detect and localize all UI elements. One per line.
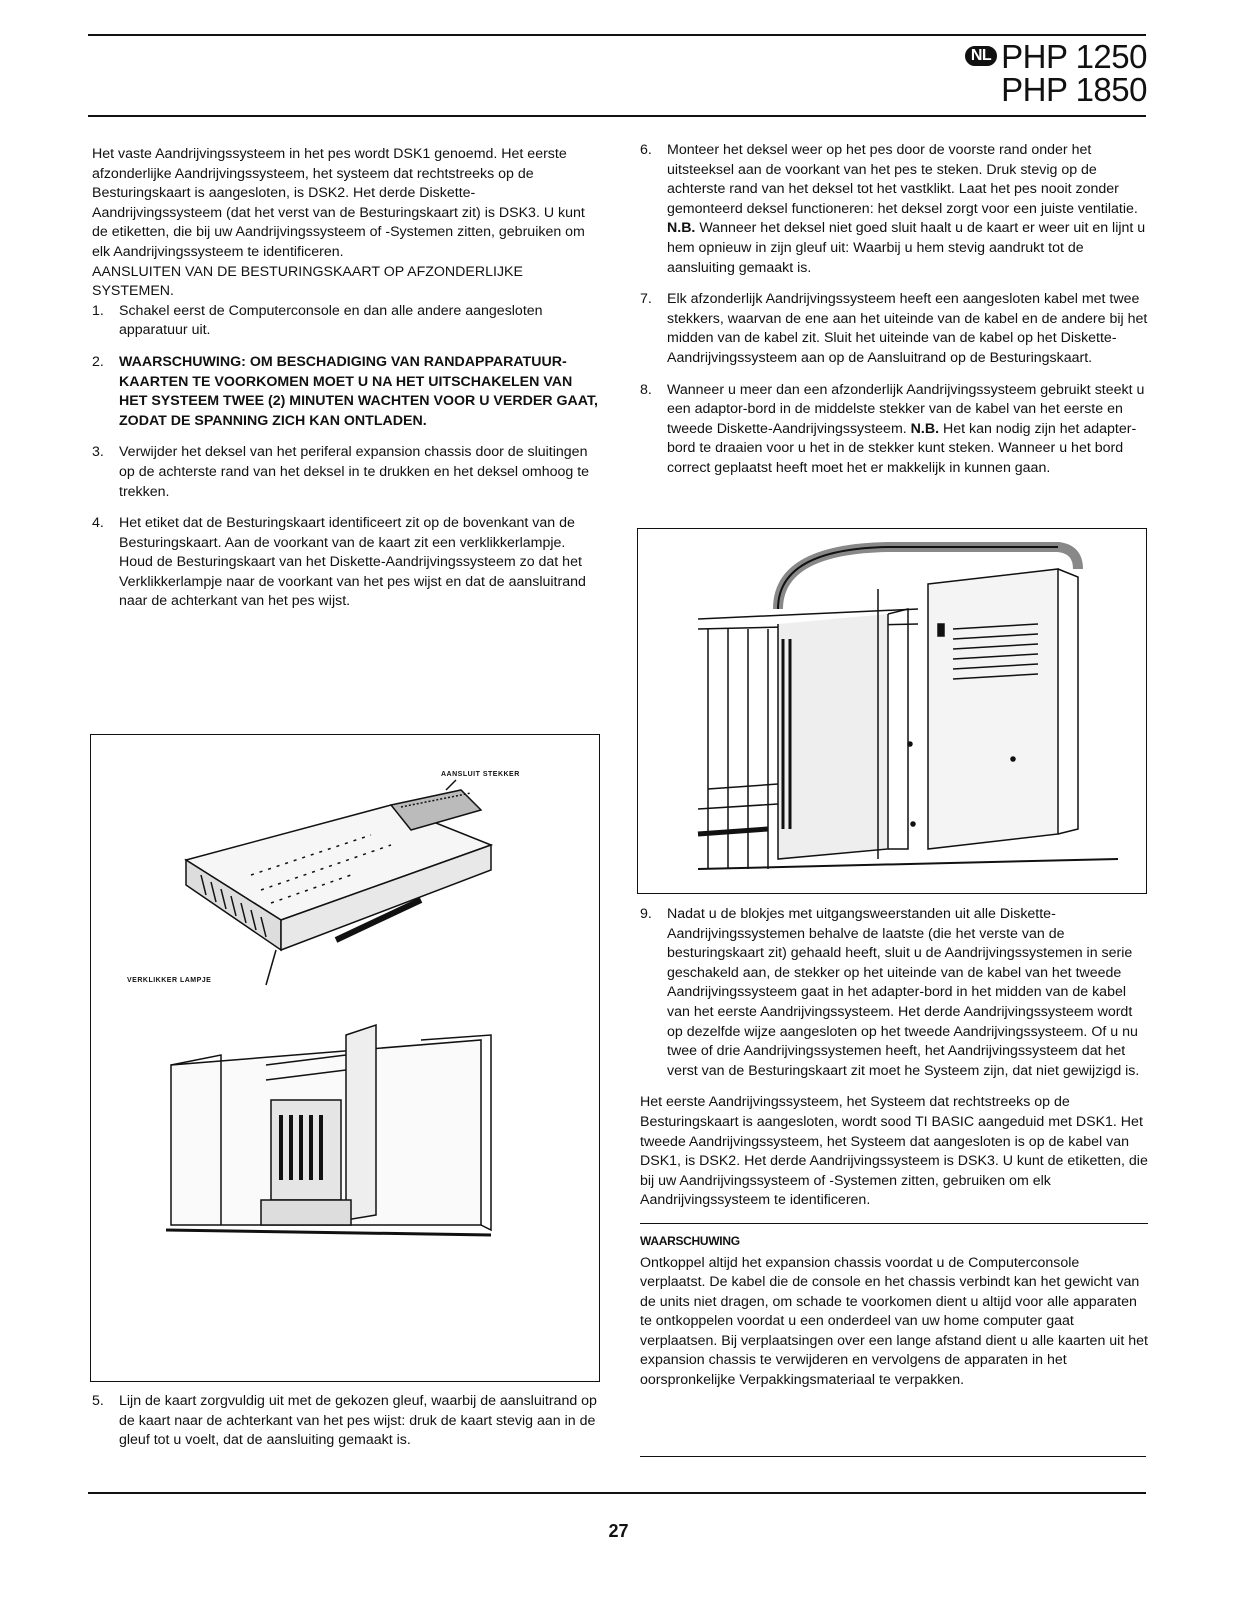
label-indicator-lamp: VERKLIKKER LAMPJE (127, 977, 212, 984)
figure-cable-chassis (637, 528, 1147, 894)
footer-rule (88, 1492, 1146, 1494)
steps-list-left-bottom (92, 1392, 602, 1451)
list-item: 5. Lijn de kaart zorgvuldig uit met de gekozen gleuf, waarbij de aansluitrand op de kaart naar de achterkant van het pes wijst: druk de kaart stevig aan in de gleuf tot u voelt, dat de aansluiting gemaakt is. (92, 1393, 597, 1449)
list-item: 9. Nadat u de blokjes met uitgangsweerstanden uit alle Diskette-Aandrijvingssystemen behalve de laatste (die het verste van de besturingskaart zit) gehaald heeft, sluit u de Aandrijvingssystemen in serie geschakeld aan, de stekker op het uiteinde van de kabel van het tweede Aandrijvingssysteem gaat in het adapter-bord in het midden van de kabel van het eerste Aandrijvingssysteem. Het derde Aandrijvingssysteem wordt op dezelfde wijze aangesloten op het tweede Aandrijvingssysteem. Of u nu twee of drie Aandrijvingssystemen heeft, het Aandrijvingssysteem dat het verst van de Besturingskaart zit moet he Systeem zijn, dat niet gewijzigd is. (640, 906, 1140, 1079)
section-heading: AANSLUITEN VAN DE BESTURINGSKAART OP AFZONDERLIJKE SYSTEMEN. (92, 263, 523, 300)
label-connector: AANSLUIT STEKKER (441, 771, 520, 778)
figure-controller-card (90, 734, 600, 1382)
list-item: 8. Wanneer u meer dan een afzonderlijk Aandrijvingssysteem gebruikt steekt u een adaptor-bord in de middelste stekker van de kabel van het eerste en tweede Diskette-Aandrijvingssysteem. N.B. Het kan nodig zijn het adapter-bord te draaien voor u het in de stekker kunt steken. Wanneer u het bord correct geplaatst heeft moet het er makkelijk in kunnen gaan. (640, 381, 1145, 476)
list-item: 7. Elk afzonderlijk Aandrijvingssysteem heeft een aangesloten kabel met twee stekkers, waarvan de ene aan het uiteinde van de kabel en de andere bij het midden van de kabel zit. Sluit het uiteinde van de kabel op het Diskette-Aandrijvingssysteem aan op de Aansluitrand op de Besturingskaart. (640, 291, 1148, 366)
page-number: 27 (608, 1521, 629, 1541)
cable-chassis-illustration (638, 529, 1146, 893)
right-column (640, 141, 1148, 491)
intro-paragraph: Het vaste Aandrijvingssysteem in het pes wordt DSK1 genoemd. Het eerste afzonderlijke Aandrijvingssysteem, het systeem dat rechtstreeks op de Besturingskaart is aangesloten, is DSK2. Het derde Diskette-Aandrijvingssysteem (dat het verst van de Besturingskaart zit) is DSK3. U kunt de etiketten, die bij uw Aandrijvingssysteem of -Systemen zitten, gebruiken om elk Aandrijvingssysteem te identificeren. (92, 146, 585, 260)
list-item: 1. Schakel eerst de Computerconsole en dan alle andere aangesloten apparatuur uit. (92, 302, 543, 339)
model-php1250: PHP 1250 (1001, 38, 1147, 75)
left-column (92, 145, 602, 624)
header-line-1 (965, 40, 1147, 73)
warning-box (640, 1223, 1148, 1391)
warning-text: Ontkoppel altijd het expansion chassis voordat u de Computerconsole verplaatst. De kabel die de console en het chassis verbindt kan het gewicht van de units niet dragen, om schade te voorkomen dient u altijd voor alle apparaten te ontkoppelen voordat u een onderdeel van uw home computer gaat verplaatsen. Bij verplaatsingen over een lange afstand dient u alle kaarten uit het expansion chassis te verwijderen en vervolgens de apparaten in het oorspronkelijke Verpakkingsmateriaal te verpakken. (640, 1254, 1148, 1389)
list-item: 6. Monteer het deksel weer op het pes door de voorste rand onder het uitsteeksel aan de voorkant van het pes te steken. Druk stevig op de achterste rand van het deksel tot het vastklikt. Laat het pes nooit zonder gemonteerd deksel functioneren: het deksel zorgt voor een juiste ventilatie. N.B. Wanneer het deksel niet goed sluit haalt u de kaart er weer uit en lijnt u hem opnieuw in zijn gleuf uit: Waarbij u hem stevig aandrukt tot de aansluiting gemaakt is. (640, 142, 1146, 276)
language-badge: NL (965, 46, 997, 66)
top-rule (88, 34, 1146, 36)
header-rule (88, 115, 1146, 117)
list-item: 3. Verwijder het deksel van het periferal expansion chassis door de sluitingen op de achterste rand van het deksel in te drukken en het deksel omhoog te trekken. (92, 444, 590, 500)
steps-list-right (640, 141, 1148, 479)
model-php1850: PHP 1850 (1001, 71, 1147, 108)
steps-list-right-bottom (640, 905, 1148, 1081)
left-column-bottom (92, 1392, 602, 1463)
warning-bottom-rule (640, 1456, 1146, 1457)
list-item-warning: 2. WAARSCHUWING: OM BESCHADIGING VAN RANDAPPARATUUR-KAARTEN TE VOORKOMEN MOET U NA HET UITSCHAKELEN VAN HET SYSTEEM TWEE (2) MINUTEN WACHTEN VOOR U VERDER GAAT, ZODAT DE SPANNING ZICH KAN ONTLADEN. (92, 353, 598, 429)
page-header (965, 40, 1147, 106)
right-column-bottom (640, 905, 1148, 1391)
steps-list-left (92, 302, 602, 612)
warning-title: WAARSCHUWING (640, 1233, 740, 1248)
closing-paragraph: Het eerste Aandrijvingssysteem, het Systeem dat rechtstreeks op de Besturingskaart is aangesloten, wordt sood TI BASIC aangeduid met DSK1. Het tweede Aandrijvingssysteem, het Systeem dat aangesloten is op de kabel van DSK1, is DSK2. Het derde Aandrijvingssysteem is DSK3. U kunt de etiketten, die bij uw Aandrijvingssysteem of -Systemen zitten, gebruiken om elk Aandrijvingssysteem te identificeren. (640, 1094, 1148, 1209)
list-item: 4. Het etiket dat de Besturingskaart identificeert zit op de bovenkant van de Besturingskaart. Aan de voorkant van de kaart zit een verklikkerlampje. Houd de Besturingskaart van het Diskette-Aandrijvingssysteem zo dat het Verklikkerlampje naar de voorkant van het pes wijst en dat de aansluitrand naar de achterkant van het pes wijst. (92, 515, 586, 610)
controller-card-illustration (91, 735, 599, 1381)
